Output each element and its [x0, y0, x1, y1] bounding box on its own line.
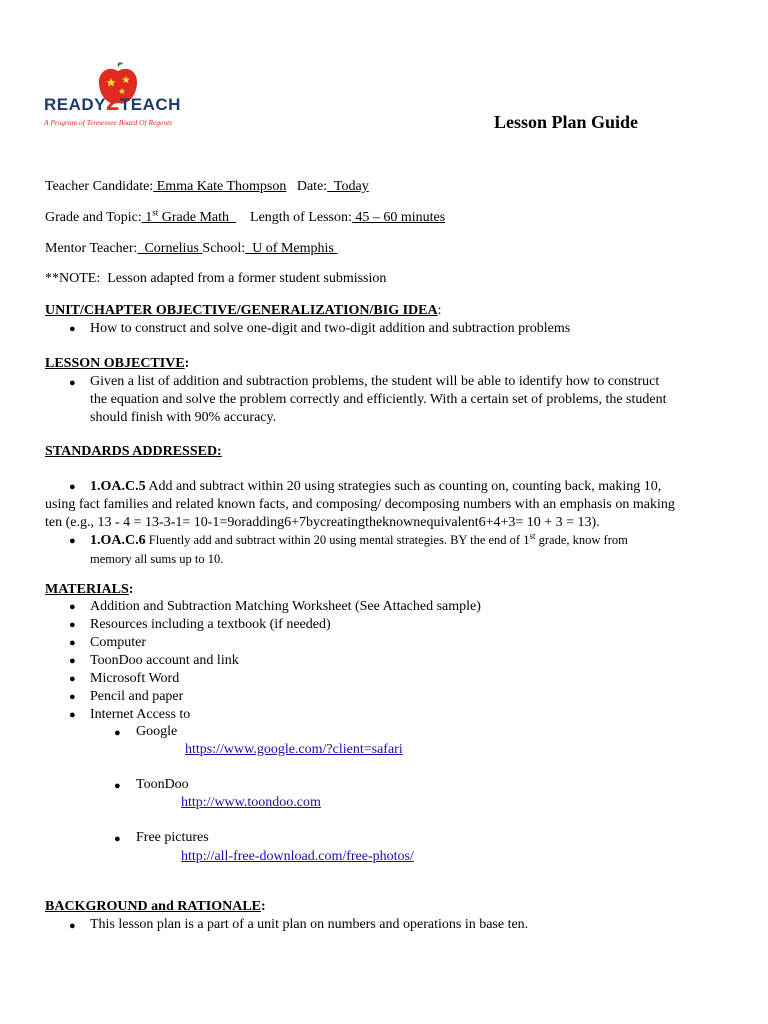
standard-code: 1.OA.C.6 — [90, 533, 146, 548]
sub-item-free-pictures: Free pictures — [136, 830, 209, 845]
unit-item: How to construct and solve one-digit and two-digit addition and subtraction problems — [90, 321, 571, 336]
bullet-icon: ● — [69, 377, 76, 389]
length-value: 45 – 60 minutes — [351, 210, 446, 225]
standard-code: 1.OA.C.5 — [90, 479, 146, 494]
teacher-candidate-line — [45, 178, 369, 196]
bullet-icon: ● — [69, 535, 76, 547]
sub-item-google: Google — [136, 724, 178, 739]
date-label: Date: — [296, 179, 328, 194]
list-item: ● Internet Access to — [69, 707, 191, 722]
unit-heading: UNIT/CHAPTER OBJECTIVE/GENERALIZATION/BIG IDEA: — [45, 303, 442, 318]
list-item: ● Addition and Subtraction Matching Worksheet (See Attached sample) — [69, 599, 481, 614]
bullet-icon: ● — [69, 920, 76, 932]
school-label: School: — [202, 241, 246, 256]
grade-value: 1st Grade Math — [141, 207, 237, 225]
list-item: ● ToonDoo account and link — [69, 653, 239, 668]
bullet-icon: ● — [114, 833, 121, 845]
candidate-value: Emma Kate Thompson — [153, 179, 287, 194]
standard-1oac5: 1.OA.C.5 Add and subtract within 20 using strategies such as counting on, counting back, making 10, using fact families and related known facts, and composing/ decomposing numbers with an emphasis on making ten (e.g., 13 - 4 = 13-3-1= 10-1=9oradding6+7bycreatingtheknownequivalent6+4+3= 10 + 3 = 13). — [45, 479, 675, 530]
bullet-icon: ● — [69, 481, 76, 493]
list-item: ● Pencil and paper — [69, 689, 184, 704]
materials-list — [69, 598, 481, 724]
standards-heading: STANDARDS ADDRESSED: — [45, 444, 222, 459]
toondoo-link[interactable]: http://www.toondoo.com — [181, 795, 321, 810]
background-item: This lesson plan is a part of a unit plan on numbers and operations in base ten. — [90, 917, 529, 932]
bullet-icon: ● — [114, 780, 121, 792]
mentor-value: Cornelius — [137, 241, 203, 256]
logo-word-right: TEACH — [119, 95, 181, 114]
google-link[interactable]: https://www.google.com/?client=safari — [185, 742, 403, 757]
grade-label: Grade and Topic: — [45, 210, 142, 225]
background-heading: BACKGROUND and RATIONALE: — [45, 899, 266, 914]
materials-heading: MATERIALS: — [45, 582, 134, 597]
list-item: ● Microsoft Word — [69, 671, 180, 686]
page-title: Lesson Plan Guide — [494, 112, 639, 132]
note-line: **NOTE: Lesson adapted from a former student submission — [45, 271, 387, 286]
candidate-label: Teacher Candidate: — [45, 179, 154, 194]
standard-1oac6: 1.OA.C.6 Fluently add and subtract within 20 using mental strategies. BY the end of 1st grade, know from memory all sums up to 10. — [90, 530, 628, 566]
mentor-teacher-line — [45, 240, 337, 258]
logo-word-left: READY — [44, 95, 107, 114]
mentor-label: Mentor Teacher: — [45, 241, 138, 256]
length-label: Length of Lesson: — [250, 210, 352, 225]
bullet-icon: ● — [69, 323, 76, 335]
ready2teach-logo — [44, 62, 194, 132]
logo-digit: 2 — [106, 89, 120, 116]
free-pictures-link[interactable]: http://all-free-download.com/free-photos/ — [181, 849, 414, 864]
list-item: ● Computer — [69, 635, 146, 650]
sub-item-toondoo: ToonDoo — [136, 777, 189, 792]
date-value: Today — [327, 179, 369, 194]
objective-text: Given a list of addition and subtraction problems, the student will be able to identify how to construct the equation and solve the problem correctly and efficiently. With a certain set of problems, the student should finish with 90% accuracy. — [90, 374, 667, 425]
logo-tagline: A Program of Tennessee Board Of Regents — [44, 118, 173, 127]
school-value: U of Memphis — [245, 241, 338, 256]
bullet-icon: ● — [114, 727, 121, 739]
grade-topic-line — [45, 209, 445, 227]
objective-heading: LESSON OBJECTIVE: — [45, 356, 190, 371]
list-item: ● Resources including a textbook (if needed) — [69, 617, 331, 632]
